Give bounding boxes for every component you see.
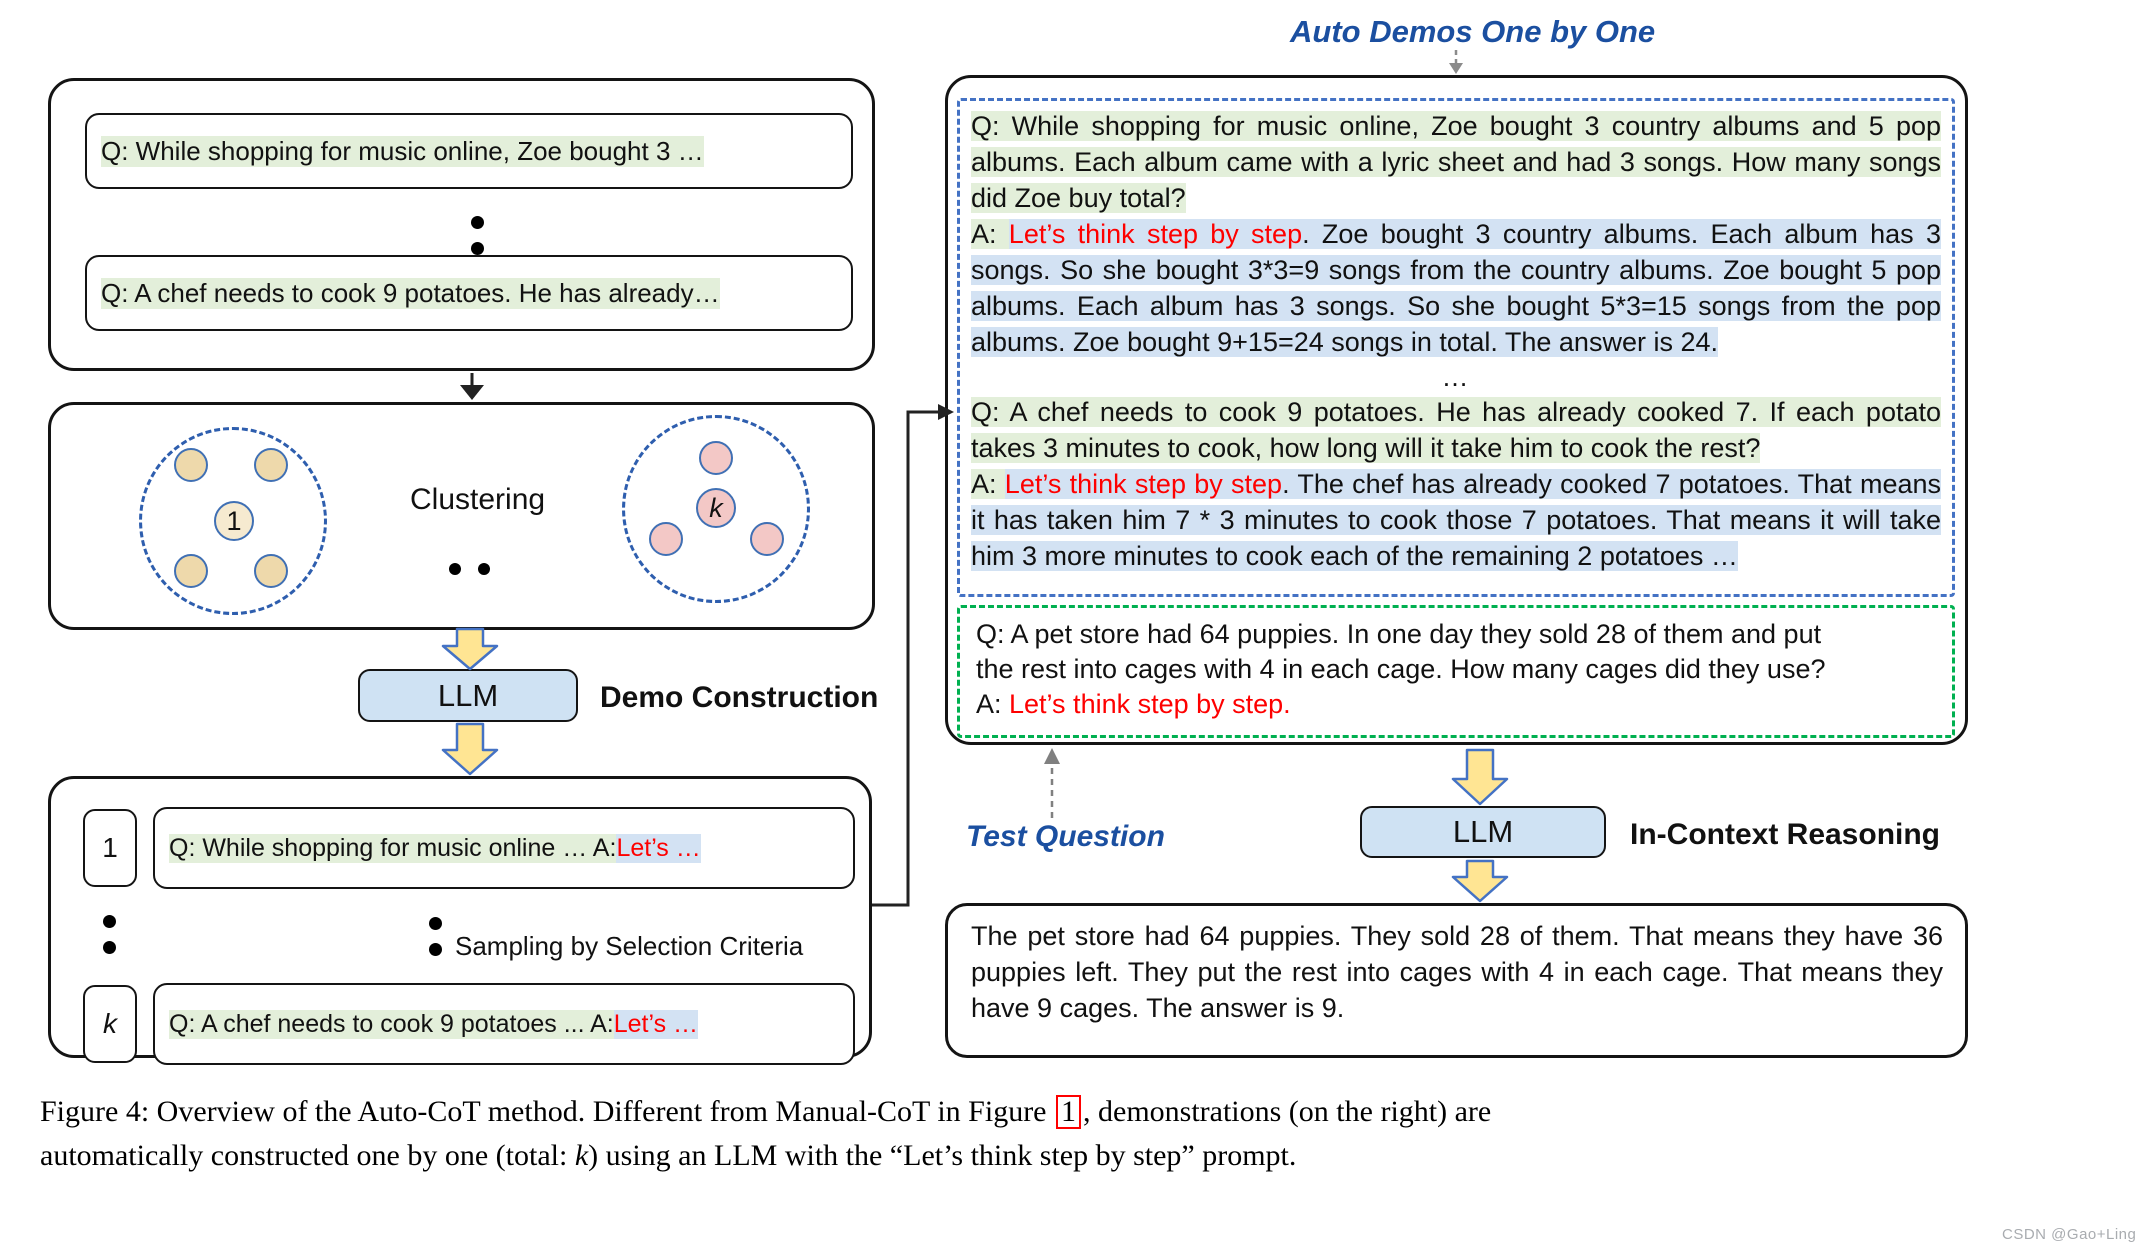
in-context-reasoning-label: In-Context Reasoning xyxy=(1630,818,1941,851)
question-1-box xyxy=(85,113,853,189)
demos-ellipsis: … xyxy=(1441,362,1471,392)
sampling-label: Sampling by Selection Criteria xyxy=(455,931,804,961)
cluster-k-dot xyxy=(699,441,733,475)
clustering-label: Clustering xyxy=(410,483,546,516)
arrowhead xyxy=(1449,63,1463,74)
demos-box xyxy=(48,776,872,1058)
yellow-arrow-llm-to-answer xyxy=(1453,861,1507,901)
demo-row-k-box xyxy=(153,983,855,1065)
test-question-line-2: the rest into cages with 4 in each cage. How many cages did they use? xyxy=(976,654,1826,684)
watermark: CSDN @Gao+Ling xyxy=(2002,1226,2137,1243)
caption-part-3: ) using an LLM with the “Let’s think step by step” prompt. xyxy=(588,1139,1297,1172)
demo-row-1-index: 1 xyxy=(83,809,137,887)
cluster-k xyxy=(622,415,810,603)
connector-demos-to-context xyxy=(872,412,938,905)
caption-part-1: Figure 4: Overview of the Auto-CoT method. Different from Manual-CoT in Figure xyxy=(40,1095,1054,1128)
clusters-ellipsis-icon xyxy=(449,563,490,575)
figure-1-link[interactable]: 1 xyxy=(1056,1095,1081,1129)
demo-row-1-prompt: Let’s … xyxy=(616,833,701,862)
question-1-text: Q: While shopping for music online, Zoe bought 3 … xyxy=(101,135,704,166)
yellow-arrow-llm-to-demos xyxy=(443,724,497,774)
vertical-ellipsis-icon xyxy=(471,216,484,255)
llm-box-left: LLM xyxy=(358,669,578,722)
arrowhead xyxy=(1044,748,1060,764)
cluster-1-dot xyxy=(174,448,208,482)
demo-2-prompt: Let’s think step by step xyxy=(1004,469,1283,499)
answer-text: The pet store had 64 puppies. They sold 28 of them. That means they have 36 puppies left. They put the rest into cages with 4 in each cage. That means they have 9 cages. The answer is 9. xyxy=(971,921,1943,1023)
demo-row-k-text: Q: A chef needs to cook 9 potatoes ... A: xyxy=(169,1009,614,1038)
cluster-k-dot xyxy=(649,522,683,556)
auto-demos-title: Auto Demos One by One xyxy=(1290,14,1656,49)
vertical-ellipsis-icon xyxy=(103,915,116,954)
test-question-text xyxy=(976,617,1916,722)
test-question-answer: A: Let’s think step by step. xyxy=(976,689,1291,719)
question-2-box xyxy=(85,255,853,331)
demo-2-answer: A: Let’s think step by step. The chef has already cooked 7 potatoes. That means it has taken him 7 * 3 minutes to cook those 7 potatoes. That means it will take him 3 more minutes to cook each of the remaining 2 potatoes … xyxy=(971,469,1941,571)
cluster-1-dot xyxy=(254,554,288,588)
yellow-arrow-clustering-to-llm xyxy=(443,629,497,669)
demo-1-question: Q: While shopping for music online, Zoe bought 3 country albums and 5 pop albums. Each album came with a lyric sheet and had 3 songs. How many songs did Zoe buy total? xyxy=(971,111,1941,213)
test-question-label: Test Question xyxy=(966,820,1165,853)
cluster-k-center: k xyxy=(696,488,736,528)
demo-2-question: Q: A chef needs to cook 9 potatoes. He has already cooked 7. If each potato takes 3 minutes to cook, how long will it take him to cook the rest? xyxy=(971,397,1941,463)
demo-1-prompt: Let’s think step by step xyxy=(1008,219,1303,249)
sampling-ellipsis-icon xyxy=(429,917,442,956)
questions-pool-box xyxy=(48,78,875,371)
test-question-prompt: Let’s think step by step. xyxy=(1009,689,1291,719)
cluster-1-center: 1 xyxy=(214,501,254,541)
cluster-1-dot xyxy=(174,554,208,588)
yellow-arrow-context-to-llm xyxy=(1453,750,1507,804)
demo-1-answer: A: Let’s think step by step. Zoe bought 3 country albums. Each album has 3 songs. So she bought 3*3=9 songs from the country albums. Zoe bought 5 pop albums. Each album has 3 songs. So she bought 5*3=15 songs from the pop albums. Zoe bought 9+15=24 songs in total. The answer is 24. xyxy=(971,219,1941,357)
demo-row-1-text: Q: While shopping for music online … A: xyxy=(169,833,617,862)
demo-row-k-prompt: Let’s … xyxy=(613,1009,699,1038)
cluster-1-dot xyxy=(254,448,288,482)
question-2-text: Q: A chef needs to cook 9 potatoes. He has already… xyxy=(101,277,720,308)
cluster-k-dot xyxy=(750,522,784,556)
demo-construction-label: Demo Construction xyxy=(600,681,879,714)
arrowhead xyxy=(460,385,484,400)
clustering-box xyxy=(48,402,875,630)
figure-caption xyxy=(40,1090,1540,1178)
cluster-1 xyxy=(139,427,327,615)
auto-demos-text xyxy=(971,108,1941,574)
demo-row-1-box xyxy=(153,807,855,889)
llm-box-right: LLM xyxy=(1360,806,1606,858)
caption-k-variable: k xyxy=(574,1139,589,1172)
caption-part-2: , demonstrations (on the right) are automatically constructed one by one (total: xyxy=(40,1095,1492,1172)
test-question-line-1: Q: A pet store had 64 puppies. In one day they sold 28 of them and put xyxy=(976,619,1822,649)
demo-row-k-index: k xyxy=(83,985,137,1063)
